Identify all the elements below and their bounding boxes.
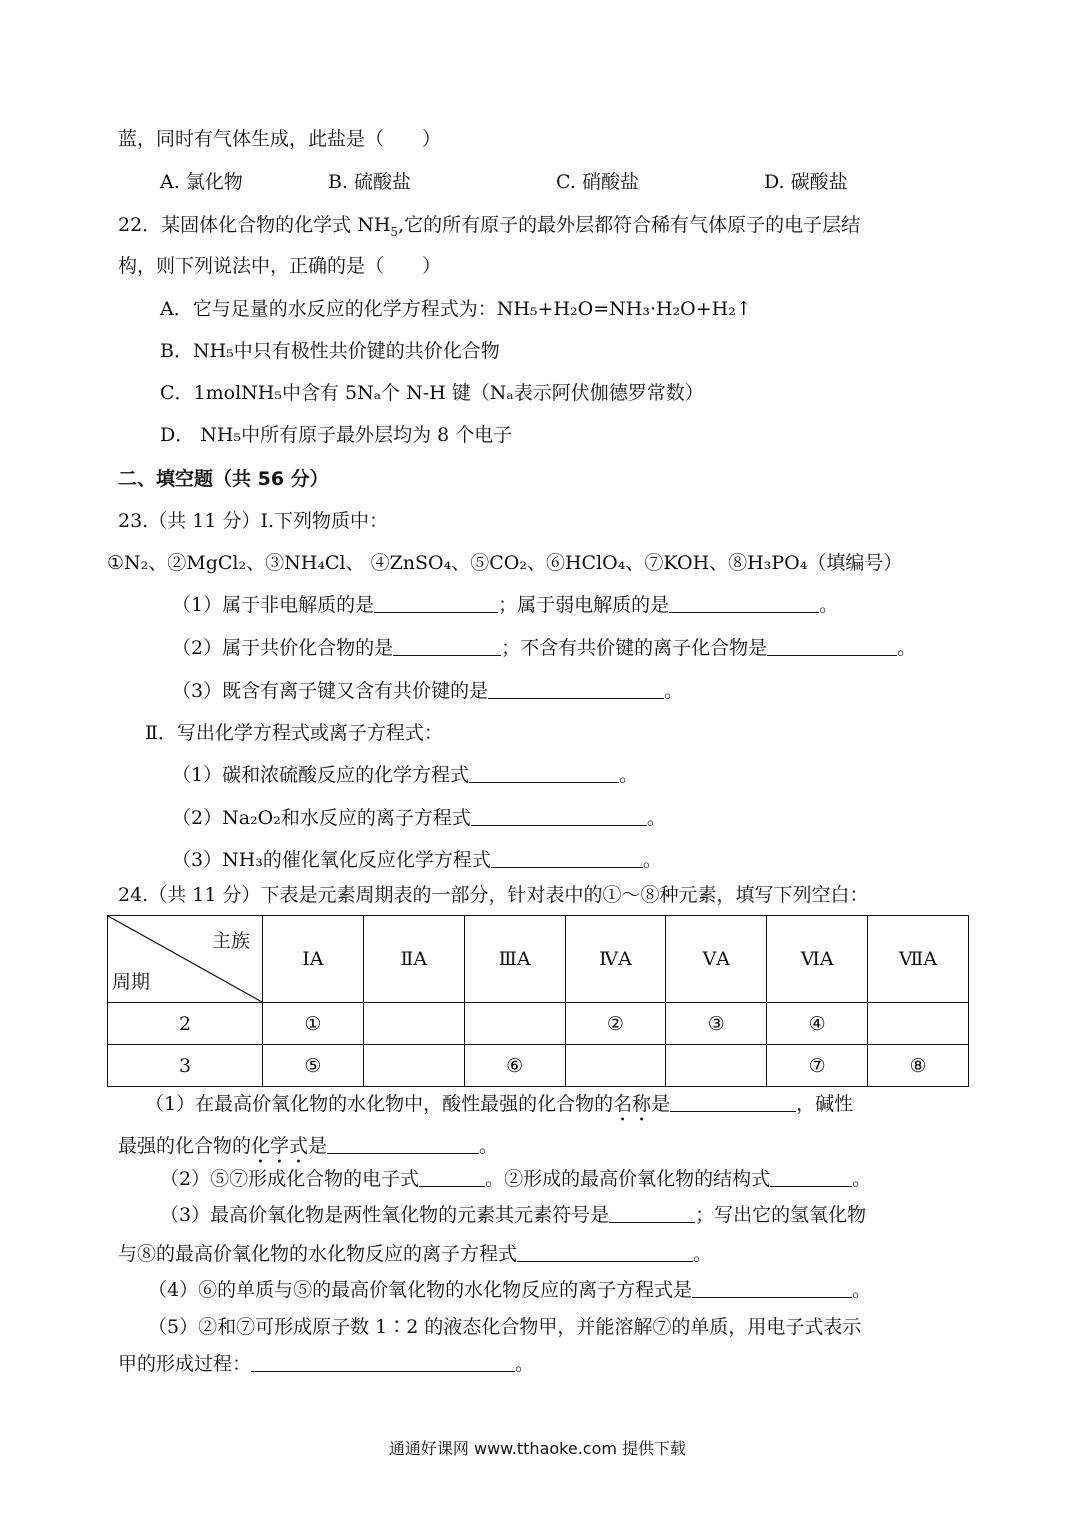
period-mark: 。 — [852, 1279, 872, 1301]
q24-sub3-b: ；写出它的氢氧化物 — [695, 1204, 867, 1226]
table-cell: ① — [263, 1003, 364, 1045]
table-row — [108, 1003, 969, 1045]
group-header: ⅡA — [363, 916, 464, 1003]
table-cell — [565, 1045, 666, 1087]
q23-item3-a: （3）既含有离子键又含有共价键的是 — [172, 680, 489, 702]
q23-item1-b: ；属于弱电解质的是 — [498, 594, 670, 616]
group-header: ⅢA — [464, 916, 565, 1003]
q24-sub1-emph: 名称 — [613, 1093, 652, 1115]
table-cell: ⑦ — [767, 1045, 868, 1087]
q24-sub3-c: 与⑧的最高价氧化物的水化物反应的离子方程式 — [118, 1243, 518, 1265]
period-mark: 。 — [664, 680, 684, 702]
answer-blank[interactable] — [491, 847, 643, 868]
q22-option-b: B．NH₅中只有极性共价键的共价化合物 — [160, 340, 500, 362]
q24-sub3-a: （3）最高价氧化物是两性氧化物的元素其元素符号是 — [160, 1204, 610, 1226]
table-cell: ③ — [666, 1003, 767, 1045]
answer-blank[interactable] — [670, 1091, 796, 1112]
q23-eq1-text: （1）碳和浓硫酸反应的化学方程式 — [172, 764, 470, 786]
q23-eq2-text: （2）Na₂O₂和水反应的离子方程式 — [172, 807, 471, 829]
q21-option-b: B. 硫酸盐 — [328, 171, 412, 193]
periodic-table — [107, 915, 969, 1087]
q23-eq3 — [172, 846, 662, 874]
q23-item2-a: （2）属于共价化合物的是 — [172, 637, 394, 659]
answer-blank[interactable] — [609, 1202, 695, 1223]
period-mark: 。 — [819, 594, 839, 616]
table-cell — [464, 1003, 565, 1045]
table-cell — [666, 1045, 767, 1087]
q22-stem-b: ,它的所有原子的最外层都符合稀有气体原子的电子层结 — [398, 214, 861, 236]
table-cell: ⑥ — [464, 1045, 565, 1087]
answer-blank[interactable] — [469, 762, 619, 783]
q23-eq1 — [172, 761, 638, 789]
answer-blank[interactable] — [374, 592, 498, 613]
q24-sub2-a: （2）⑤⑦形成化合物的电子式 — [160, 1168, 420, 1190]
group-header: ⅣA — [565, 916, 666, 1003]
q24-sub1-line1 — [145, 1090, 853, 1126]
q23-item1-a: （1）属于非电解质的是 — [172, 594, 375, 616]
q21-option-c: C. 硝酸盐 — [556, 171, 639, 193]
q24-sub1-a-end: 是 — [651, 1093, 671, 1115]
q23-eq3-text: （3）NH₃的催化氧化反应化学方程式 — [172, 849, 491, 871]
q24-sub2-b: 。②形成的最高价氧化物的结构式 — [485, 1168, 771, 1190]
q24-sub1-b: ，碱性 — [796, 1093, 854, 1115]
q24-sub5-b: 甲的形成过程： — [118, 1353, 252, 1375]
q24-sub3-line1 — [160, 1201, 866, 1229]
answer-blank[interactable] — [327, 1133, 479, 1154]
q23-item2 — [172, 634, 916, 662]
section-title: 二、填空题（共 56 分） — [118, 468, 329, 490]
q22-option-c: C．1molNH₅中含有 5Nₐ个 N-H 键（Nₐ表示阿伏伽德罗常数） — [160, 382, 704, 404]
table-cell — [868, 1003, 969, 1045]
period-mark: 。 — [646, 807, 666, 829]
table-cell: ⑤ — [263, 1045, 364, 1087]
answer-blank[interactable] — [488, 678, 664, 699]
q23-eq2 — [172, 804, 666, 832]
answer-blank[interactable] — [692, 1277, 852, 1298]
group-header: ⅥA — [767, 916, 868, 1003]
period-mark: 。 — [693, 1243, 713, 1265]
q24-sub5-line2 — [118, 1350, 534, 1378]
answer-blank[interactable] — [393, 635, 501, 656]
answer-blank[interactable] — [517, 1241, 693, 1262]
period-mark: 。 — [642, 849, 662, 871]
table-cell — [363, 1003, 464, 1045]
corner-label-group: 主族 — [211, 930, 250, 952]
page-footer: 通通好课网 www.tthaoke.com 提供下载 — [388, 1439, 687, 1458]
table-cell: ② — [565, 1003, 666, 1045]
group-header: ⅠA — [263, 916, 364, 1003]
period-mark: 。 — [479, 1135, 499, 1157]
q23-head: 23.（共 11 分）Ⅰ.下列物质中： — [118, 510, 389, 532]
q24-sub1-c: 最强的化合物的 — [118, 1135, 252, 1157]
q22-stem-sub: 5 — [390, 224, 399, 239]
corner-label-period: 周期 — [112, 971, 151, 993]
q21-stem: 蓝，同时有气体生成，此盐是（ ） — [118, 128, 442, 150]
answer-blank[interactable] — [669, 592, 819, 613]
q24-sub1-line2 — [118, 1132, 498, 1168]
table-cell: ④ — [767, 1003, 868, 1045]
q23-item1 — [172, 591, 838, 619]
answer-blank[interactable] — [770, 1166, 852, 1187]
q24-sub1-a: （1）在最高价氧化物的水化物中，酸性最强的化合物的 — [145, 1093, 614, 1115]
q24-head: 24.（共 11 分）下表是元素周期表的一部分，针对表中的①～⑧种元素，填写下列空白： — [118, 884, 869, 906]
q21-option-a: A. 氯化物 — [160, 171, 243, 193]
table-header-row — [108, 916, 969, 1003]
q23-item2-b: ；不含有共价键的离子化合物是 — [501, 637, 768, 659]
q24-sub4-text: （4）⑥的单质与⑤的最高价氧化物的水化物反应的离子方程式是 — [148, 1279, 693, 1301]
q23-item3 — [172, 677, 683, 705]
group-header: ⅦA — [868, 916, 969, 1003]
q24-sub4 — [148, 1276, 871, 1304]
table-row — [108, 1045, 969, 1087]
q22-stem-a: 22．某固体化合物的化学式 NH — [118, 214, 391, 236]
q23-substances: ①N₂、②MgCl₂、③NH₄Cl、 ④ZnSO₄、⑤CO₂、⑥HClO₄、⑦KOH、⑧H₃PO₄（填编号） — [107, 552, 903, 574]
q22-option-d: D． NH₅中所有原子最外层均为 8 个电子 — [160, 424, 513, 446]
q22-stem-line1 — [118, 211, 860, 239]
table-corner-cell — [108, 916, 263, 1003]
q24-sub5-line1: （5）②和⑦可形成原子数 1∶2 的液态化合物甲，并能溶解⑦的单质，用电子式表示 — [148, 1316, 862, 1338]
period-mark: 。 — [897, 637, 917, 659]
q23-part2-head: Ⅱ．写出化学方程式或离子方程式： — [145, 722, 443, 744]
answer-blank[interactable] — [251, 1351, 515, 1372]
period-label: 2 — [108, 1003, 263, 1045]
period-mark: 。 — [515, 1353, 535, 1375]
period-label: 3 — [108, 1045, 263, 1087]
period-mark: 。 — [852, 1168, 872, 1190]
q22-stem-line2: 构，则下列说法中，正确的是（ ） — [118, 255, 442, 277]
q24-sub1-c-end: 是 — [308, 1135, 328, 1157]
q24-sub2 — [160, 1165, 871, 1193]
group-header: ⅤA — [666, 916, 767, 1003]
answer-blank[interactable] — [471, 805, 647, 826]
answer-blank[interactable] — [767, 635, 897, 656]
table-cell — [363, 1045, 464, 1087]
answer-blank[interactable] — [419, 1166, 485, 1187]
q21-option-d: D. 碳酸盐 — [764, 171, 848, 193]
table-cell: ⑧ — [868, 1045, 969, 1087]
q22-option-a: A．它与足量的水反应的化学方程式为：NH₅+H₂O=NH₃·H₂O+H₂↑ — [160, 298, 752, 320]
q24-sub3-line2 — [118, 1240, 712, 1268]
period-mark: 。 — [619, 764, 639, 786]
q24-sub1-c-emph: 化学式 — [251, 1135, 309, 1157]
